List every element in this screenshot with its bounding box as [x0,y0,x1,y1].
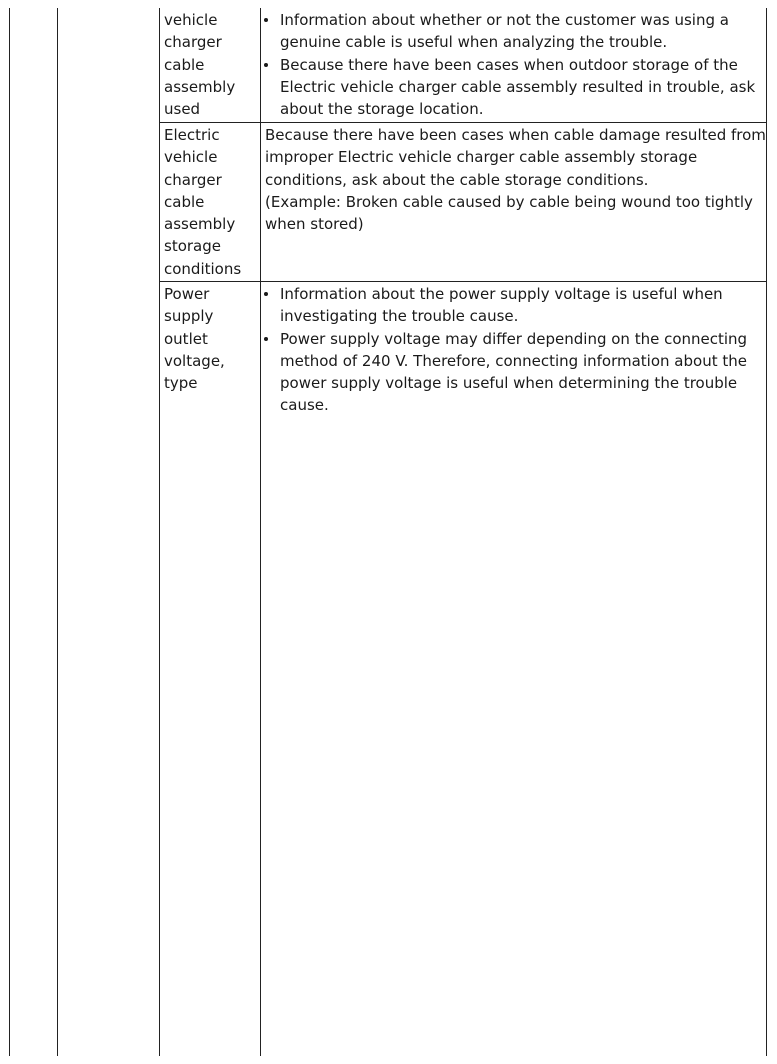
bullet-text-line: Electric vehicle charger cable assembly resulted in trouble, ask [280,77,756,96]
bullet-text-line: Information about whether or not the customer was using a [280,11,729,29]
paragraph-line: when stored) [265,215,364,234]
paragraph-line: conditions, ask about the cable storage conditions. [265,170,649,189]
list-item [265,283,765,328]
item-name-line: assembly [164,77,236,96]
list-item [265,328,765,417]
table-row [164,9,258,120]
item-name-power-supply [164,283,258,394]
bullet-text-line: about the storage location. [280,100,484,119]
bullet-text-line: Information about the power supply voltage is useful when [280,285,723,303]
description-cell [265,124,765,235]
list-item [265,9,765,54]
row-divider-2 [159,281,767,282]
paragraph-line: improper Electric vehicle charger cable assembly storage [265,148,698,167]
item-name-line: Power [164,285,210,303]
paragraph-line: (Example: Broken cable caused by cable being wound too tightly [265,192,753,211]
item-name-line: charger [164,33,222,52]
bullet-text-line: cause. [280,396,329,415]
item-name-line: cable [164,192,205,211]
bullet-text-line: power supply voltage is useful when determining the trouble [280,374,738,393]
column-divider-1 [57,8,58,1056]
item-name-line: type [164,374,198,393]
item-name-line: assembly [164,215,236,234]
column-divider-2 [159,8,160,1056]
description-cell [265,9,765,120]
table-border-right [766,8,767,1056]
row-divider-1 [159,122,767,123]
table-border-left [9,8,10,1056]
description-cell [265,283,765,417]
item-name-cable-used [164,9,258,120]
item-name-line: cable [164,55,205,74]
item-name-line: used [164,100,201,119]
bullet-list [265,9,765,120]
column-divider-3 [260,8,261,1056]
description-paragraph [265,124,765,235]
item-name-line: supply [164,307,214,326]
item-name-line: conditions [164,259,242,278]
table-row [164,283,258,394]
item-name-storage-conditions [164,124,258,280]
bullet-text-line: genuine cable is useful when analyzing the trouble. [280,33,668,52]
bullet-list [265,283,765,417]
table-row [164,124,258,280]
paragraph-line: Because there have been cases when cable damage resulted from [265,126,766,144]
item-name-line: storage [164,237,221,256]
bullet-text-line: Because there have been cases when outdoor storage of the [280,55,738,74]
item-name-line: vehicle [164,11,218,29]
bullet-text-line: investigating the trouble cause. [280,307,519,326]
list-item [265,54,765,121]
item-name-line: vehicle [164,148,218,167]
item-name-line: Electric [164,126,220,144]
item-name-line: voltage, [164,351,225,370]
item-name-line: charger [164,170,222,189]
bullet-text-line: Power supply voltage may differ depending on the connecting [280,329,748,348]
item-name-line: outlet [164,329,208,348]
bullet-text-line: method of 240 V. Therefore, connecting information about the [280,351,747,370]
